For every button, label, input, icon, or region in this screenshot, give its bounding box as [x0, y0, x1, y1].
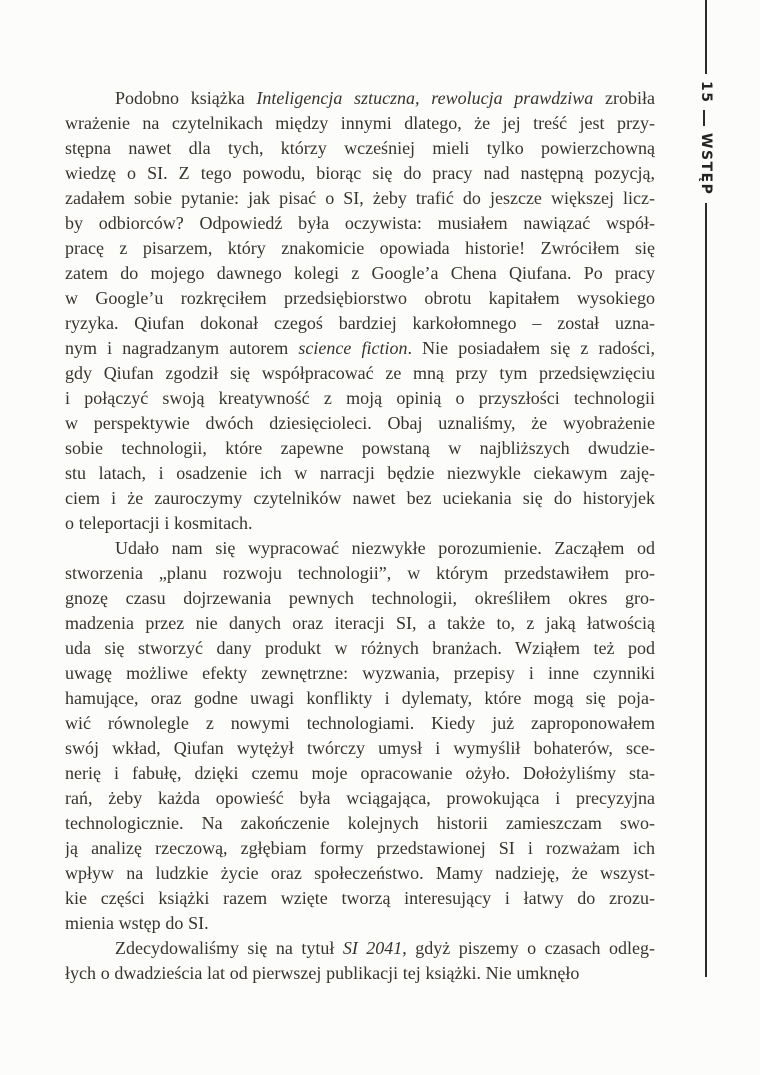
text-line: ciem i że zauroczymy czytelników nawet bez uciekania się do historyjek	[65, 488, 655, 508]
text-line: uwagę możliwe efekty zewnętrzne: wyzwania, przepisy i inne czynniki	[65, 663, 655, 683]
page-number: 15	[698, 81, 714, 104]
text-line: zadałem sobie pytanie: jak pisać o SI, żeby trafić do jeszcze większej licz-	[65, 188, 655, 208]
text-line: o teleportacji i kosmitach.	[65, 513, 253, 533]
text-line: stworzenia „planu rozwoju technologii”, w którym przedstawiłem pro-	[65, 563, 655, 583]
text-line: sobie technologii, które zapewne powstaną w najbliższych dwudzie-	[65, 438, 655, 458]
text-line: mienia wstęp do SI.	[65, 913, 209, 933]
text-line: kie części książki razem wzięte tworzą interesujący i łatwy do zrozu-	[65, 888, 655, 908]
text-line: i połączyć swoją kreatywność z moją opinią o przyszłości technologii	[65, 388, 655, 408]
text-line: w perspektywie dwóch dziesięcioleci. Obaj uznaliśmy, że wyobrażenie	[65, 413, 655, 433]
section-title: WSTĘP	[698, 133, 714, 196]
margin-rule-top	[705, 0, 707, 74]
text-line: nerię i fabułę, dzięki czemu moje opracowanie ożyło. Dołożyliśmy sta-	[65, 763, 655, 783]
text-line: wić równolegle z nowymi technologiami. Kiedy już zaproponowałem	[65, 713, 655, 733]
text-line: stu latach, i osadzenie ich w narracji będzie niezwykle ciekawym zaję-	[65, 463, 655, 483]
text-line: by odbiorców? Odpowiedź była oczywista: musiałem nawiązać współ-	[65, 213, 655, 233]
text-line: ją analizę rzeczową, zgłębiam formy przedstawionej SI i rozważam ich	[65, 838, 655, 858]
text-line: swój wkład, Qiufan wytężył twórczy umysł i wymyślił bohaterów, sce-	[65, 738, 655, 758]
text-line: Zdecydowaliśmy się na tytuł SI 2041, gdyż piszemy o czasach odleg-	[115, 938, 655, 958]
text-line: nym i nagradzanym autorem science fiction. Nie posiadałem się z radości,	[65, 338, 655, 358]
text-line: rań, żeby każda opowieść była wciągająca, prowokująca i precyzyjna	[65, 788, 655, 808]
text-line: wiedzę o SI. Z tego powodu, biorąc się do pracy nad następną pozycją,	[65, 163, 655, 183]
text-line: uda się stworzyć dany produkt w różnych branżach. Wziąłem też pod	[65, 638, 655, 658]
text-line: madzenia przez nie danych oraz iteracji SI, a także to, z jaką łatwością	[65, 613, 655, 633]
page-text	[65, 86, 655, 986]
text-line: stępna nawet dla tych, którzy wcześniej mieli tylko powierzchowną	[65, 138, 655, 158]
text-line: pracę z pisarzem, który znakomicie opowiada historie! Zwróciłem się	[65, 238, 655, 258]
text-line: ryzyka. Qiufan dokonał czegoś bardziej karkołomnego – został uzna-	[65, 313, 655, 333]
text-line: zatem do mojego dawnego kolegi z Google’a Chena Qiufana. Po pracy	[65, 263, 655, 283]
text-line: w Google’u rozkręciłem przedsiębiorstwo obrotu kapitałem wysokiego	[65, 288, 655, 308]
margin-rule-bottom	[705, 203, 707, 977]
text-line: wpływ na ludzkie życie oraz społeczeństwo. Mamy nadzieję, że wszyst-	[65, 863, 655, 883]
text-line: łych o dwadzieścia lat od pierwszej publikacji tej książki. Nie umknęło	[65, 963, 580, 983]
text-line: gnozę czasu dojrzewania pewnych technologii, określiłem okres gro-	[65, 588, 655, 608]
margin-header	[691, 81, 721, 201]
header-separator-line	[703, 110, 705, 126]
text-line: technologicznie. Na zakończenie kolejnych historii zamieszczam swo-	[65, 813, 655, 833]
text-line: gdy Qiufan zgodził się współpracować ze mną przy tym przedsięwzięciu	[65, 363, 655, 383]
text-line: Udało nam się wypracować niezwykłe porozumienie. Zacząłem od	[115, 538, 655, 558]
text-line: Podobno książka Inteligencja sztuczna, rewolucja prawdziwa zrobiła	[115, 88, 655, 108]
text-line: wrażenie na czytelnikach między innymi dlatego, że jej treść jest przy-	[65, 113, 655, 133]
text-line: hamujące, oraz godne uwagi konflikty i dylematy, które mogą się poja-	[65, 688, 655, 708]
